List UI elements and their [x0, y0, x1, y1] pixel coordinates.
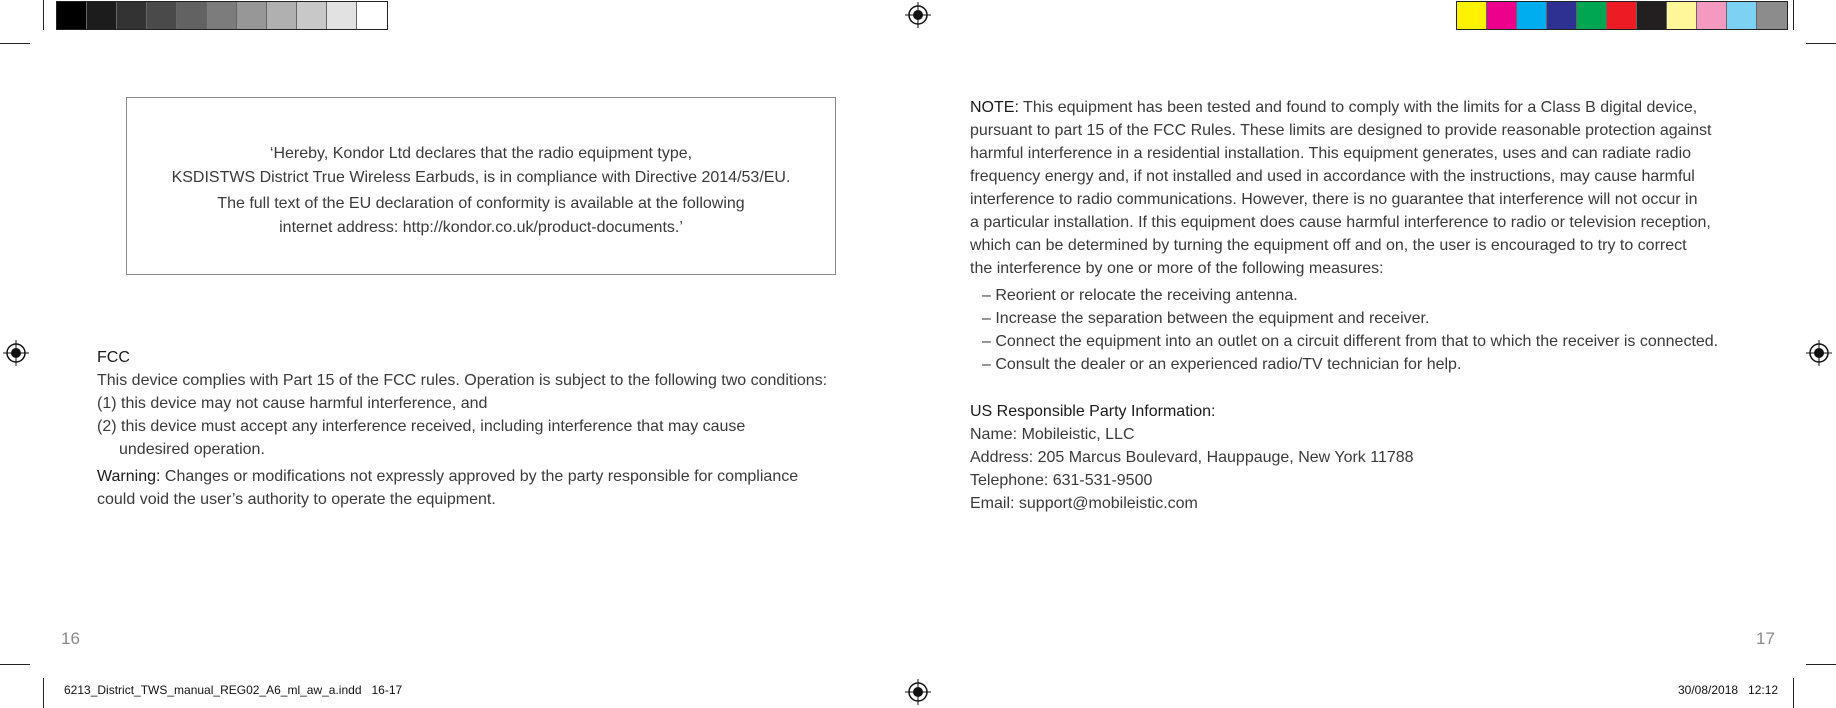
declaration-line: internet address: http://kondor.co.uk/product-documents.’ — [279, 219, 683, 236]
us-party-name: Name: Mobileistic, LLC — [970, 426, 1135, 443]
color-swatch — [267, 2, 297, 29]
declaration-line: ‘Hereby, Kondor Ltd declares that the radio equipment type, — [269, 145, 693, 162]
note-line: pursuant to part 15 of the FCC Rules. These limits are designed to provide reasonable protection against — [970, 122, 1712, 139]
color-swatch — [87, 2, 117, 29]
note-line: frequency energy and, if not installed and used in accordance with the instructions, may cause harmful — [970, 168, 1695, 185]
color-swatch — [1577, 2, 1607, 29]
color-swatch — [357, 2, 387, 29]
us-party-heading: US Responsible Party Information: — [970, 403, 1216, 420]
fcc-section — [97, 346, 867, 511]
note-text: This equipment has been tested and found to comply with the limits for a Class B digital device, — [1018, 99, 1698, 116]
note-line — [970, 96, 1750, 119]
grayscale-color-bar — [56, 1, 388, 30]
color-swatch — [177, 2, 207, 29]
note-line: a particular installation. If this equipment does cause harmful interference to radio or television reception, — [970, 214, 1711, 231]
crop-mark — [1793, 678, 1794, 708]
note-label: NOTE: — [970, 99, 1019, 116]
fcc-condition: (1) this device may not cause harmful interference, and — [97, 395, 488, 412]
note-line: which can be determined by turning the equipment off and on, the user is encouraged to try to correct — [970, 237, 1687, 254]
us-party-address: Address: 205 Marcus Boulevard, Hauppauge, New York 11788 — [970, 449, 1414, 466]
color-swatch — [1637, 2, 1667, 29]
registration-mark-icon — [1806, 340, 1832, 366]
color-swatch — [1757, 2, 1787, 29]
color-swatch — [1547, 2, 1577, 29]
slug-filename: 6213_District_TWS_manual_REG02_A6_ml_aw_a.indd 16-17 — [64, 683, 403, 697]
us-party-telephone: Telephone: 631-531-9500 — [970, 472, 1153, 489]
registration-mark-icon — [3, 340, 29, 366]
declaration-line: KSDISTWS District True Wireless Earbuds, is in compliance with Directive 2014/53/EU. — [171, 169, 791, 186]
color-swatch — [1697, 2, 1727, 29]
crop-mark — [43, 678, 44, 708]
crop-mark — [0, 664, 30, 665]
crop-mark — [1806, 43, 1836, 44]
fcc-condition: (2) this device must accept any interference received, including interference that may cause — [97, 418, 746, 435]
us-party-section — [970, 400, 1750, 515]
list-item: – Reorient or relocate the receiving antenna. — [982, 287, 1298, 304]
crop-mark — [43, 0, 44, 30]
list-item: – Connect the equipment into an outlet on a circuit different from that to which the receiver is connected. — [982, 333, 1719, 350]
measures-list — [970, 284, 1750, 376]
fcc-condition: undesired operation. — [119, 441, 265, 458]
list-item: – Increase the separation between the equipment and receiver. — [982, 310, 1430, 327]
fcc-warning — [97, 465, 867, 488]
fcc-intro: This device complies with Part 15 of the FCC rules. Operation is subject to the following two conditions: — [97, 372, 828, 389]
color-swatch — [327, 2, 357, 29]
color-swatch — [1487, 2, 1517, 29]
page-number-left: 16 — [61, 629, 80, 648]
note-line: the interference by one or more of the following measures: — [970, 260, 1384, 277]
color-swatch — [1517, 2, 1547, 29]
color-swatch — [147, 2, 177, 29]
list-item: – Consult the dealer or an experienced radio/TV technician for help. — [982, 356, 1462, 373]
registration-mark-icon — [905, 2, 931, 28]
crop-mark — [1806, 664, 1836, 665]
crop-mark — [1793, 0, 1794, 30]
note-line: interference to radio communications. However, there is no guarantee that interference will not occur in — [970, 191, 1698, 208]
fcc-heading: FCC — [97, 349, 130, 366]
note-section — [970, 96, 1750, 376]
warning-text: Changes or modifications not expressly approved by the party responsible for compliance — [160, 468, 799, 485]
color-swatch — [297, 2, 327, 29]
page-number-right: 17 — [1756, 629, 1775, 648]
color-swatch — [117, 2, 147, 29]
eu-declaration-box — [126, 97, 836, 275]
color-swatch — [1457, 2, 1487, 29]
color-swatch — [1607, 2, 1637, 29]
color-swatch — [237, 2, 267, 29]
declaration-line: The full text of the EU declaration of conformity is available at the following — [217, 195, 745, 212]
us-party-email: Email: support@mobileistic.com — [970, 495, 1198, 512]
warning-label: Warning: — [97, 468, 161, 485]
note-line: harmful interference in a residential installation. This equipment generates, uses and can radiate radio — [970, 145, 1692, 162]
color-swatch — [1667, 2, 1697, 29]
crop-mark — [0, 43, 30, 44]
color-swatch — [207, 2, 237, 29]
color-swatch — [1727, 2, 1757, 29]
process-color-bar — [1456, 1, 1788, 30]
warning-text: could void the user’s authority to operate the equipment. — [97, 491, 496, 508]
color-swatch — [57, 2, 87, 29]
registration-mark-icon — [905, 679, 931, 705]
slug-date: 30/08/2018 12:12 — [1678, 683, 1779, 697]
